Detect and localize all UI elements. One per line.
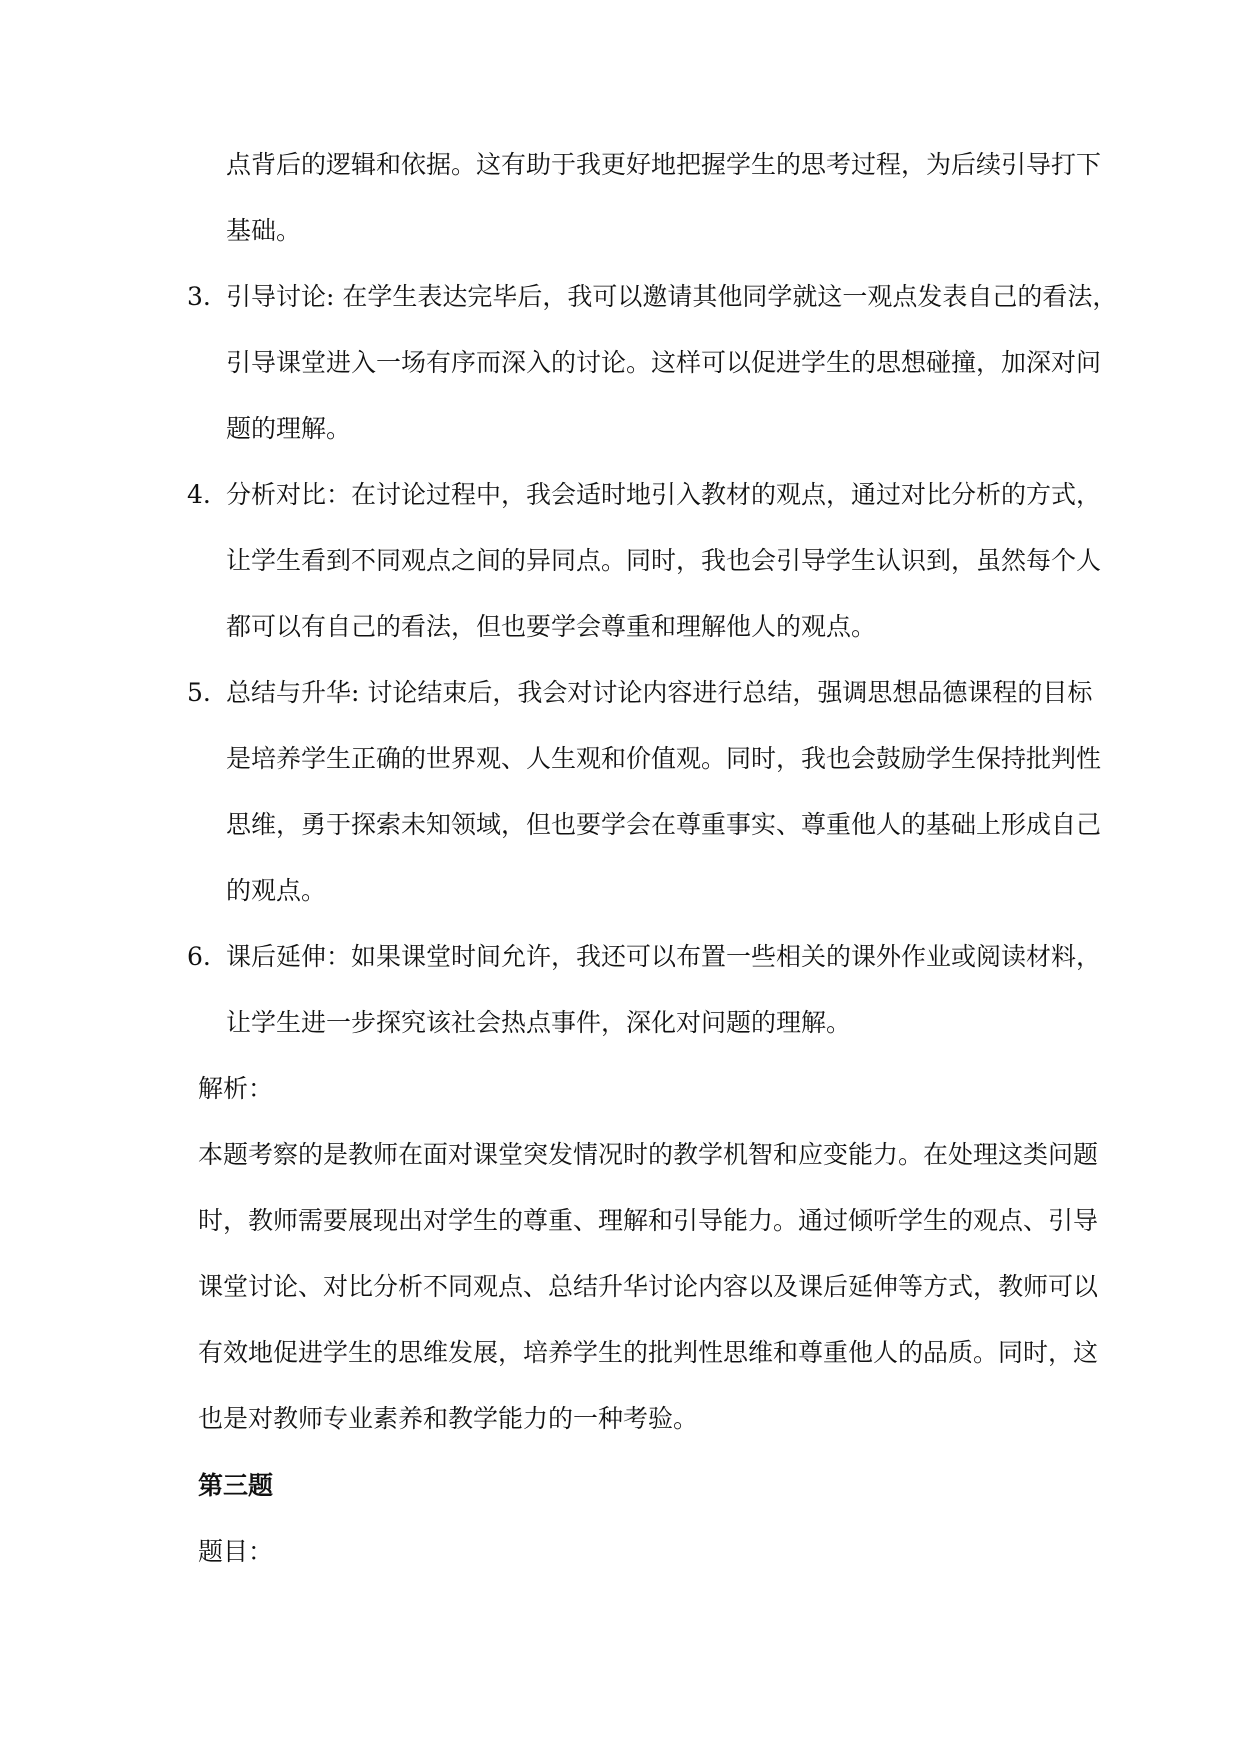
continuation-line: 基础。: [226, 216, 302, 245]
list-item-line: 课后延伸：如果课堂时间允许，我还可以布置一些相关的课外作业或阅读材料，: [226, 942, 1102, 971]
list-item-line: 的观点。: [226, 876, 327, 905]
list-item-line: 思维，勇于探索未知领域，但也要学会在尊重事实、尊重他人的基础上形成自己: [226, 810, 1102, 839]
analysis-line: 有效地促进学生的思维发展，培养学生的批判性思维和尊重他人的品质。同时，这: [198, 1338, 1099, 1367]
list-item-number: 5.: [187, 678, 211, 707]
analysis-line: 也是对教师专业素养和教学能力的一种考验。: [198, 1404, 699, 1433]
list-item-number: 4.: [187, 480, 211, 509]
list-item-line: 都可以有自己的看法，但也要学会尊重和理解他人的观点。: [226, 612, 877, 641]
list-item-line: 分析对比：在讨论过程中，我会适时地引入教材的观点，通过对比分析的方式，: [226, 480, 1102, 509]
list-item-number: 3.: [187, 282, 211, 311]
list-item-line: 让学生看到不同观点之间的异同点。同时，我也会引导学生认识到，虽然每个人: [226, 546, 1102, 575]
analysis-line: 本题考察的是教师在面对课堂突发情况时的教学机智和应变能力。在处理这类问题: [198, 1140, 1099, 1169]
section-heading: 第三题: [198, 1471, 274, 1500]
analysis-line: 时，教师需要展现出对学生的尊重、理解和引导能力。通过倾听学生的观点、引导: [198, 1206, 1099, 1235]
analysis-line: 课堂讨论、对比分析不同观点、总结升华讨论内容以及课后延伸等方式，教师可以: [198, 1272, 1099, 1301]
list-item-line: 是培养学生正确的世界观、人生观和价值观。同时，我也会鼓励学生保持批判性: [226, 744, 1102, 773]
list-item-line: 总结与升华: 讨论结束后，我会对讨论内容进行总结，强调思想品德课程的目标: [226, 678, 1093, 707]
list-item-line: 题的理解。: [226, 414, 352, 443]
list-item-line: 让学生进一步探究该社会热点事件，深化对问题的理解。: [226, 1008, 852, 1037]
list-item-line: 引导课堂进入一场有序而深入的讨论。这样可以促进学生的思想碰撞，加深对问: [226, 348, 1102, 377]
analysis-label: 解析：: [198, 1074, 274, 1103]
question-label: 题目：: [198, 1537, 274, 1566]
list-item-line: 引导讨论: 在学生表达完毕后，我可以邀请其他同学就这一观点发表自己的看法，: [226, 282, 1118, 311]
list-item-number: 6.: [187, 942, 211, 971]
continuation-line: 点背后的逻辑和依据。这有助于我更好地把握学生的思考过程，为后续引导打下: [226, 150, 1102, 179]
